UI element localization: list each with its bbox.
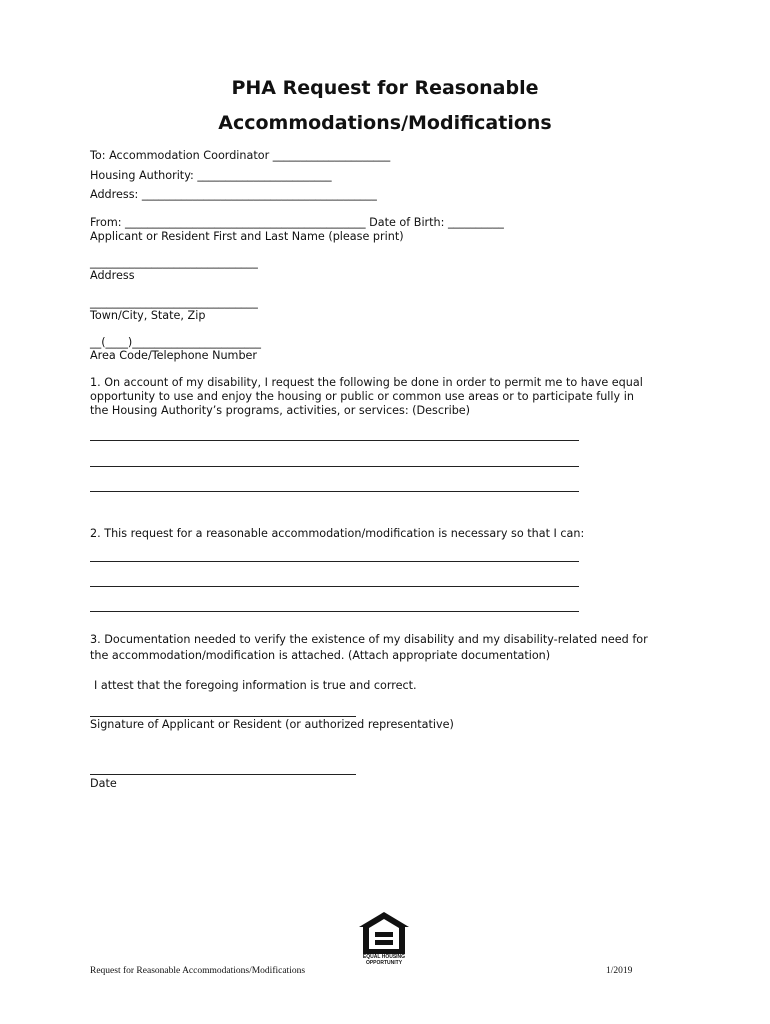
logo-caption-line2: OPPORTUNITY <box>365 959 403 966</box>
from-caption: Applicant or Resident First and Last Name (please print) <box>90 230 404 243</box>
form-title-line1: PHA Request for Reasonable <box>231 77 539 99</box>
question-2-answer-line[interactable] <box>90 586 579 587</box>
question-3-text: 3. Documentation needed to verify the existence of my disability and my disability-related need for the accommodation/modification is attached. (Attach appropriate documentation) <box>90 633 648 662</box>
applicant-address-blank[interactable]: ______________________________ <box>90 256 258 269</box>
date-label: Date <box>90 777 117 790</box>
attest-statement: I attest that the foregoing information is true and correct. <box>94 679 417 692</box>
to-field[interactable]: To: Accommodation Coordinator _____________________ <box>90 149 391 162</box>
applicant-address-label: Address <box>90 269 135 282</box>
applicant-phone-label: Area Code/Telephone Number <box>90 349 258 362</box>
logo-caption-line1: EQUAL HOUSING <box>362 954 406 960</box>
signature-line[interactable] <box>90 716 356 717</box>
logo-caption <box>352 955 416 966</box>
question-1-answer-line[interactable] <box>90 466 579 467</box>
form-title-line2: Accommodations/Modifications <box>218 112 552 134</box>
housing-authority-field[interactable]: Housing Authority: ________________________ <box>90 169 332 182</box>
date-line[interactable] <box>90 774 356 775</box>
question-1-answer-line[interactable] <box>90 491 579 492</box>
footer-date: 1/2019 <box>606 966 633 976</box>
address-field[interactable]: Address: __________________________________________ <box>90 188 377 201</box>
footer-title: Request for Reasonable Accommodations/Modifications <box>90 966 306 976</box>
question-1-answer-line[interactable] <box>90 440 579 441</box>
question-2-answer-line[interactable] <box>90 561 579 562</box>
applicant-phone-blank[interactable]: __(____)_______________________ <box>90 336 261 349</box>
applicant-town-label: Town/City, State, Zip <box>90 309 206 322</box>
applicant-town-blank[interactable]: ______________________________ <box>90 296 258 309</box>
question-2-answer-line[interactable] <box>90 611 579 612</box>
question-2-text: 2. This request for a reasonable accommodation/modification is necessary so that I can: <box>90 527 585 540</box>
question-1-text: 1. On account of my disability, I request the following be done in order to permit me to have equal opportunity to use and enjoy the housing or public or common use areas or to participate fully in the Housing Authority’s programs, activities, or services: (Describe) <box>90 376 643 417</box>
from-field[interactable]: From: ___________________________________________ Date of Birth: __________ <box>90 216 504 229</box>
signature-label: Signature of Applicant or Resident (or authorized representative) <box>90 718 454 731</box>
